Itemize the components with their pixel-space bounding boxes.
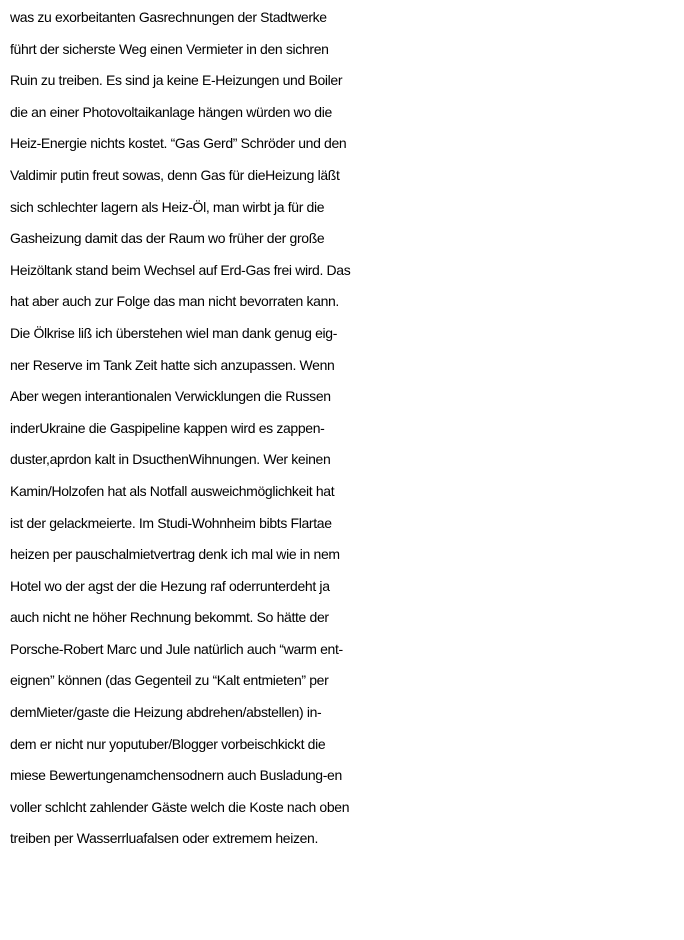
text-line: Die Ölkrise liß ich überstehen wiel man dank genug eig- <box>10 324 338 341</box>
document-page <box>10 2 678 855</box>
text-line: voller schlcht zahlender Gäste welch die Koste nach oben <box>10 798 350 815</box>
text-line: Heiz-Energie nichts kostet. “Gas Gerd” Schröder und den <box>10 135 347 152</box>
text-line: Ruin zu treiben. Es sind ja keine E-Heizungen und Boiler <box>10 72 343 89</box>
text-line: miese Bewertungenamchensodnern auch Busladung-en <box>10 767 342 784</box>
text-line: hat aber auch zur Folge das man nicht bevorraten kann. <box>10 293 339 310</box>
text-line: führt der sicherste Weg einen Vermieter in den sichren <box>10 40 329 57</box>
text-line: Aber wegen interantionalen Verwicklungen die Russen <box>10 388 331 405</box>
text-line: Valdimir putin freut sowas, denn Gas für dieHeizung läßt <box>10 166 340 183</box>
text-line: was zu exorbeitanten Gasrechnungen der Stadtwerke <box>10 9 327 25</box>
text-line: Heizöltank stand beim Wechsel auf Erd-Gas frei wird. Das <box>10 261 351 278</box>
text-line: inderUkraine die Gaspipeline kappen wird es zappen- <box>10 419 325 436</box>
text-line: auch nicht ne höher Rechnung bekommt. So hätte der <box>10 609 329 626</box>
text-line: duster,aprdon kalt in DsucthenWihnungen. Wer keinen <box>10 451 331 468</box>
text-line: die an einer Photovoltaikanlage hängen würden wo die <box>10 103 332 120</box>
text-line: Porsche-Robert Marc und Jule natürlich auch “warm ent- <box>10 640 343 657</box>
text-line: eignen” können (das Gegenteil zu “Kalt entmieten” per <box>10 672 329 689</box>
text-line: dem er nicht nur yoputuber/Blogger vorbeischkickt die <box>10 735 326 752</box>
text-line: treiben per Wasserrluafalsen oder extremem heizen. <box>10 830 319 847</box>
text-line: Hotel wo der agst der die Hezung raf oderrunterdeht ja <box>10 577 330 594</box>
text-line: sich schlechter lagern als Heiz-Öl, man wirbt ja für die <box>10 198 325 215</box>
text-line: Gasheizung damit das der Raum wo früher der große <box>10 230 325 247</box>
text-line: ist der gelackmeierte. Im Studi-Wohnheim bibts Flartae <box>10 514 332 531</box>
text-line: ner Reserve im Tank Zeit hatte sich anzupassen. Wenn <box>10 356 335 373</box>
text-line: heizen per pauschalmietvertrag denk ich mal wie in nem <box>10 546 340 563</box>
text-line: Kamin/Holzofen hat als Notfall ausweichmöglichkeit hat <box>10 482 335 499</box>
text-line: demMieter/gaste die Heizung abdrehen/abstellen) in- <box>10 704 322 721</box>
